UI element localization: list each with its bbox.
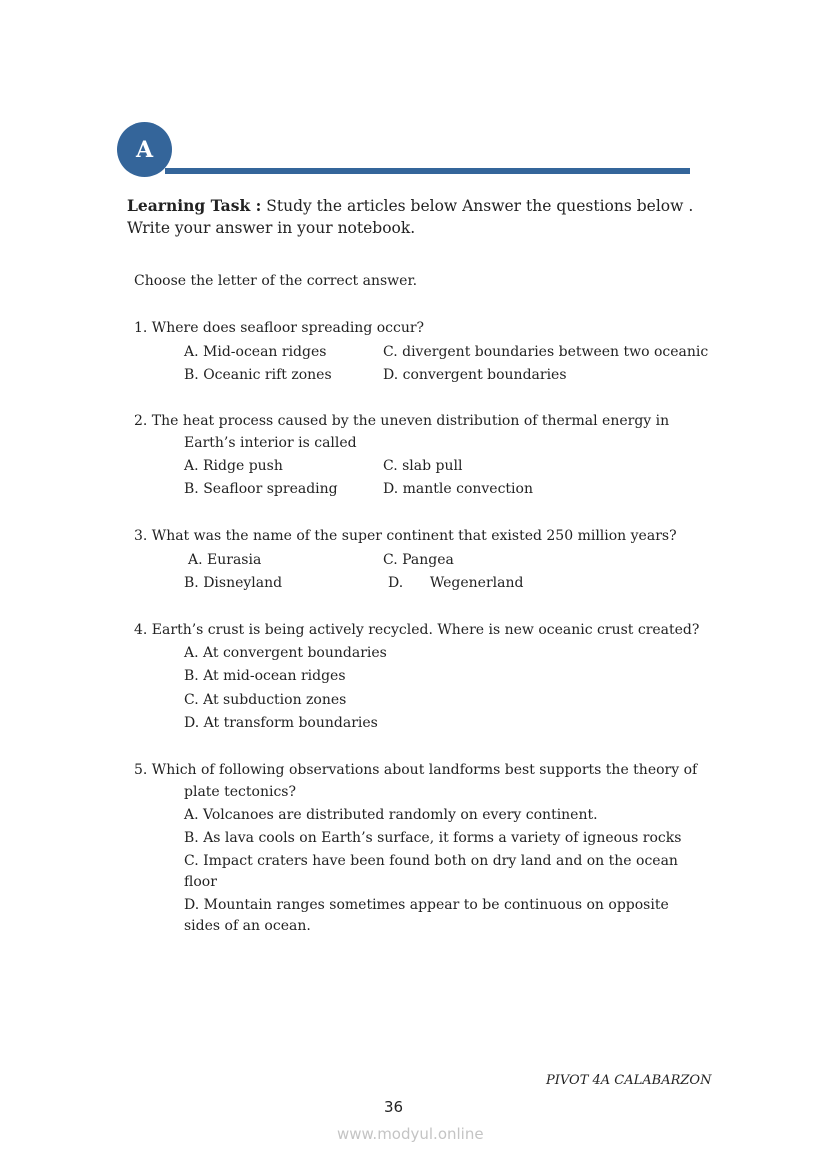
question-4: 4. Earth’s crust is being actively recycled. Where is new oceanic crust created? [134, 622, 700, 638]
question-5-cont: plate tectonics? [184, 784, 296, 800]
page-number: 36 [384, 1098, 404, 1116]
option: B. At mid-ocean ridges [184, 668, 346, 684]
option: A. Ridge push [184, 458, 283, 474]
task-label: Learning Task : [127, 196, 262, 215]
question-3: 3. What was the name of the super continent that existed 250 million years? [134, 528, 677, 544]
question-2: 2. The heat process caused by the uneven distribution of thermal energy in [134, 413, 670, 429]
option: C. divergent boundaries between two oceanic [383, 344, 709, 360]
option-cont: sides of an ocean. [184, 918, 311, 934]
option: A. Eurasia [188, 552, 262, 568]
option: D. mantle convection [383, 481, 533, 497]
watermark: www.modyul.online [337, 1125, 484, 1143]
option: A. Mid-ocean ridges [184, 344, 327, 360]
section-badge: A [117, 122, 172, 177]
option-cont: floor [184, 874, 217, 890]
section-rule [165, 168, 690, 174]
footer-text: PIVOT 4A CALABARZON [546, 1073, 712, 1088]
option: D. Wegenerland [388, 575, 524, 591]
instruction: Choose the letter of the correct answer. [134, 273, 418, 289]
option: C. At subduction zones [184, 692, 347, 708]
option: D. convergent boundaries [383, 367, 567, 383]
option: C. slab pull [383, 458, 463, 474]
option: C. Impact craters have been found both on dry land and on the ocean [184, 853, 678, 869]
option: D. Mountain ranges sometimes appear to be continuous on opposite [184, 897, 669, 913]
question-5: 5. Which of following observations about landforms best supports the theory of [134, 762, 698, 778]
option: A. At convergent boundaries [184, 645, 387, 661]
task-line-2: Write your answer in your notebook. [127, 219, 416, 237]
question-2-cont: Earth’s interior is called [184, 435, 357, 451]
option: B. As lava cools on Earth’s surface, it forms a variety of igneous rocks [184, 830, 682, 846]
option: A. Volcanoes are distributed randomly on every continent. [184, 807, 598, 823]
option: C. Pangea [383, 552, 454, 568]
option: B. Disneyland [184, 575, 283, 591]
option: B. Seafloor spreading [184, 481, 338, 497]
question-1: 1. Where does seafloor spreading occur? [134, 320, 425, 336]
task-text: Study the articles below Answer the questions below . [266, 197, 694, 215]
option: D. At transform boundaries [184, 715, 378, 731]
task-line-1 [127, 197, 693, 215]
option: B. Oceanic rift zones [184, 367, 332, 383]
